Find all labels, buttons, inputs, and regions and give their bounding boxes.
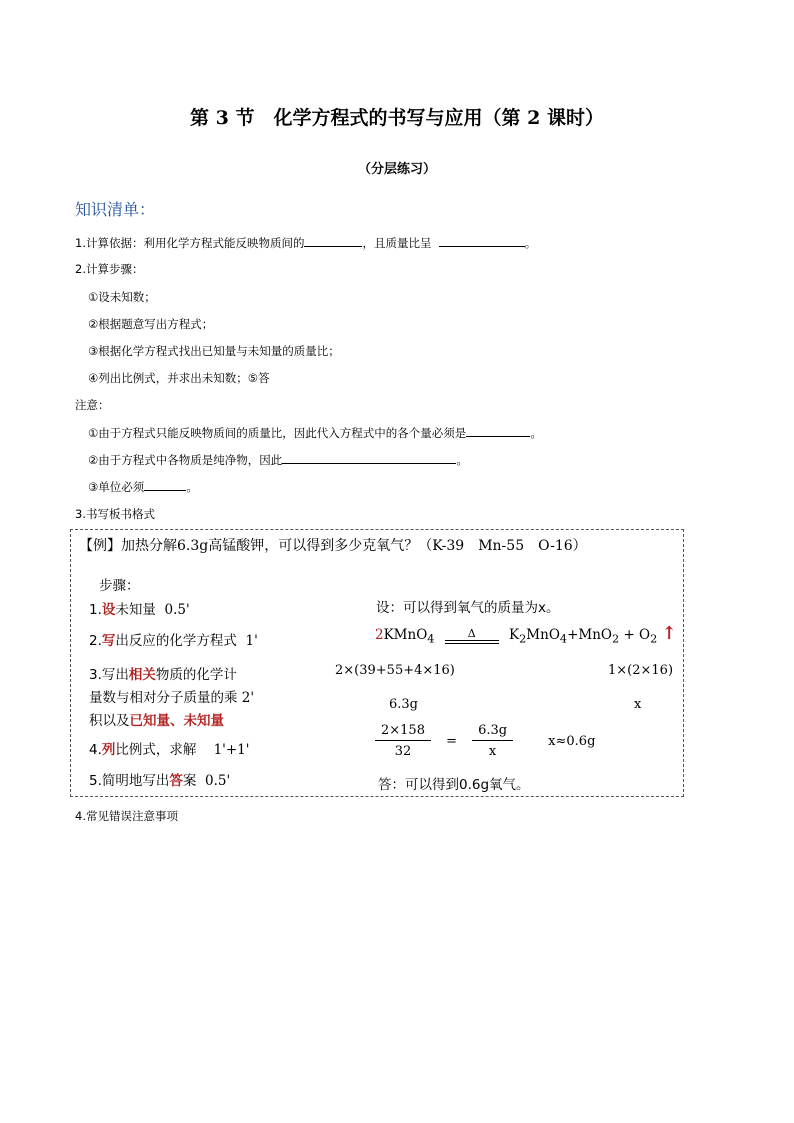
blank-1 [304,234,362,247]
s4-score: 1'+1' [213,742,250,758]
item-1 [75,234,536,251]
chemical-equation [375,623,677,646]
result: x≈0.6g [548,733,596,749]
eq-reactant-sub: 4 [427,632,435,646]
page-subtitle: （分层练习） [357,162,436,177]
s2-post: 出反应的化学方程式 [115,633,237,649]
s4-red: 列 [101,742,116,758]
gas-arrow-icon: ↑ [661,623,677,644]
answer-line: 答：可以得到0.6g氧气。 [378,777,530,793]
note-2-end: 。 [456,453,468,467]
example-step-2 [89,629,258,649]
s5-pre: 5.简明地写出 [89,773,170,789]
example-box [70,529,684,797]
s3-score: 2' [241,690,255,706]
example-step-3-line2 [89,686,254,706]
s3-l1-post: 物质的化学计 [155,667,237,683]
s2-pre: 2. [89,633,102,649]
fraction-right [472,723,513,759]
eq-p1b: MnO [526,627,560,643]
s3-l1-red: 相关 [128,667,156,683]
proportion [375,723,595,759]
unknown-mass: x [634,697,642,712]
note-2 [88,451,468,468]
mass-product: 1×(2×16) [608,663,674,678]
eq-coef: 2 [375,627,384,643]
s3-l3-red: 已知量、未知量 [129,713,224,729]
equals-sign: = [446,733,457,749]
eq-p1-sub: 2 [519,632,527,646]
example-step-5 [89,769,230,789]
example-step-3-line3 [89,709,224,729]
set-line: 设：可以得到氧气的质量为x。 [376,600,560,616]
fraction-left-num: 2×158 [381,723,425,738]
eq-p2: +MnO [567,627,612,643]
item-4-title: 4.常见错误注意事项 [75,809,178,823]
blank-4 [282,451,456,464]
blank-2 [439,234,525,247]
s2-red: 写 [101,633,116,649]
eq-p2-sub: 2 [611,632,620,646]
s1-pre: 1. [89,602,102,618]
eq-p1b-sub: 4 [559,632,568,646]
eq-cond-symbol: Δ [467,626,476,640]
note-3-end: 。 [186,480,198,494]
eq-p1: K [509,627,520,643]
step-4: ④列出比例式，并求出未知数；⑤答 [88,371,270,385]
eq-p3-sub: 2 [650,632,658,646]
s3-l2: 量数与相对分子质量的乘 [89,690,238,706]
example-question: 【例】加热分解6.3g高锰酸钾，可以得到多少克氧气？（K-39 Mn-55 O-16） [79,538,587,554]
item-3-title: 3.书写板书格式 [75,507,155,521]
example-step-3-line1 [89,663,237,683]
section-title: 知识清单： [75,200,156,219]
step-3: ③根据化学方程式找出已知量与未知量的质量比； [88,344,340,358]
note-1-end: 。 [530,426,542,440]
s2-score: 1' [245,633,258,649]
step-1: ①设未知数； [88,290,156,304]
s5-red: 答 [169,773,183,789]
known-mass: 6.3g [389,697,418,712]
s5-post: 案 [182,773,197,789]
item-1-prefix: 1.计算依据：利用化学方程式能反映物质间的 [75,236,305,250]
fraction-right-num: 6.3g [478,723,508,738]
s5-score: 0.5' [204,773,231,789]
s3-l1-pre: 3.写出 [89,667,129,683]
s1-red: 设 [101,602,116,618]
eq-double-line [445,640,499,644]
s4-post: 比例式，求解 [115,742,197,758]
note-1 [88,424,542,441]
mass-reactant: 2×(39+55+4×16) [335,663,455,678]
fraction-right-den: x [472,740,513,759]
s3-l3-pre: 积以及 [89,713,130,729]
blank-3 [466,424,530,437]
example-step-1 [89,598,190,618]
note-2-text: ②由于方程式中各物质是纯净物，因此 [88,453,283,467]
fraction-left-den: 32 [375,740,431,759]
eq-p3: + O [623,627,651,643]
s4-pre: 4. [89,742,102,758]
note-3-text: ③单位必须 [88,480,145,494]
s1-score: 0.5' [164,602,190,618]
s1-post: 未知量 [115,602,156,618]
eq-condition [439,628,505,644]
item-1-end: 。 [524,236,537,250]
note-1-text: ①由于方程式只能反映物质间的质量比，因此代入方程式中的各个量必须是 [88,426,467,440]
item-2-title: 2.计算步骤： [75,262,144,276]
steps-label: 步骤： [99,578,140,594]
blank-5 [144,478,186,491]
item-1-middle: ，且质量比呈 [362,236,432,250]
example-step-4 [89,738,249,758]
step-2: ②根据题意写出方程式； [88,317,214,331]
eq-reactant: KMnO [383,627,428,643]
note-title: 注意： [75,398,110,412]
note-3 [88,478,198,495]
page-title: 第 3 节 化学方程式的书写与应用（第 2 课时） [190,107,604,129]
fraction-left [375,723,431,759]
